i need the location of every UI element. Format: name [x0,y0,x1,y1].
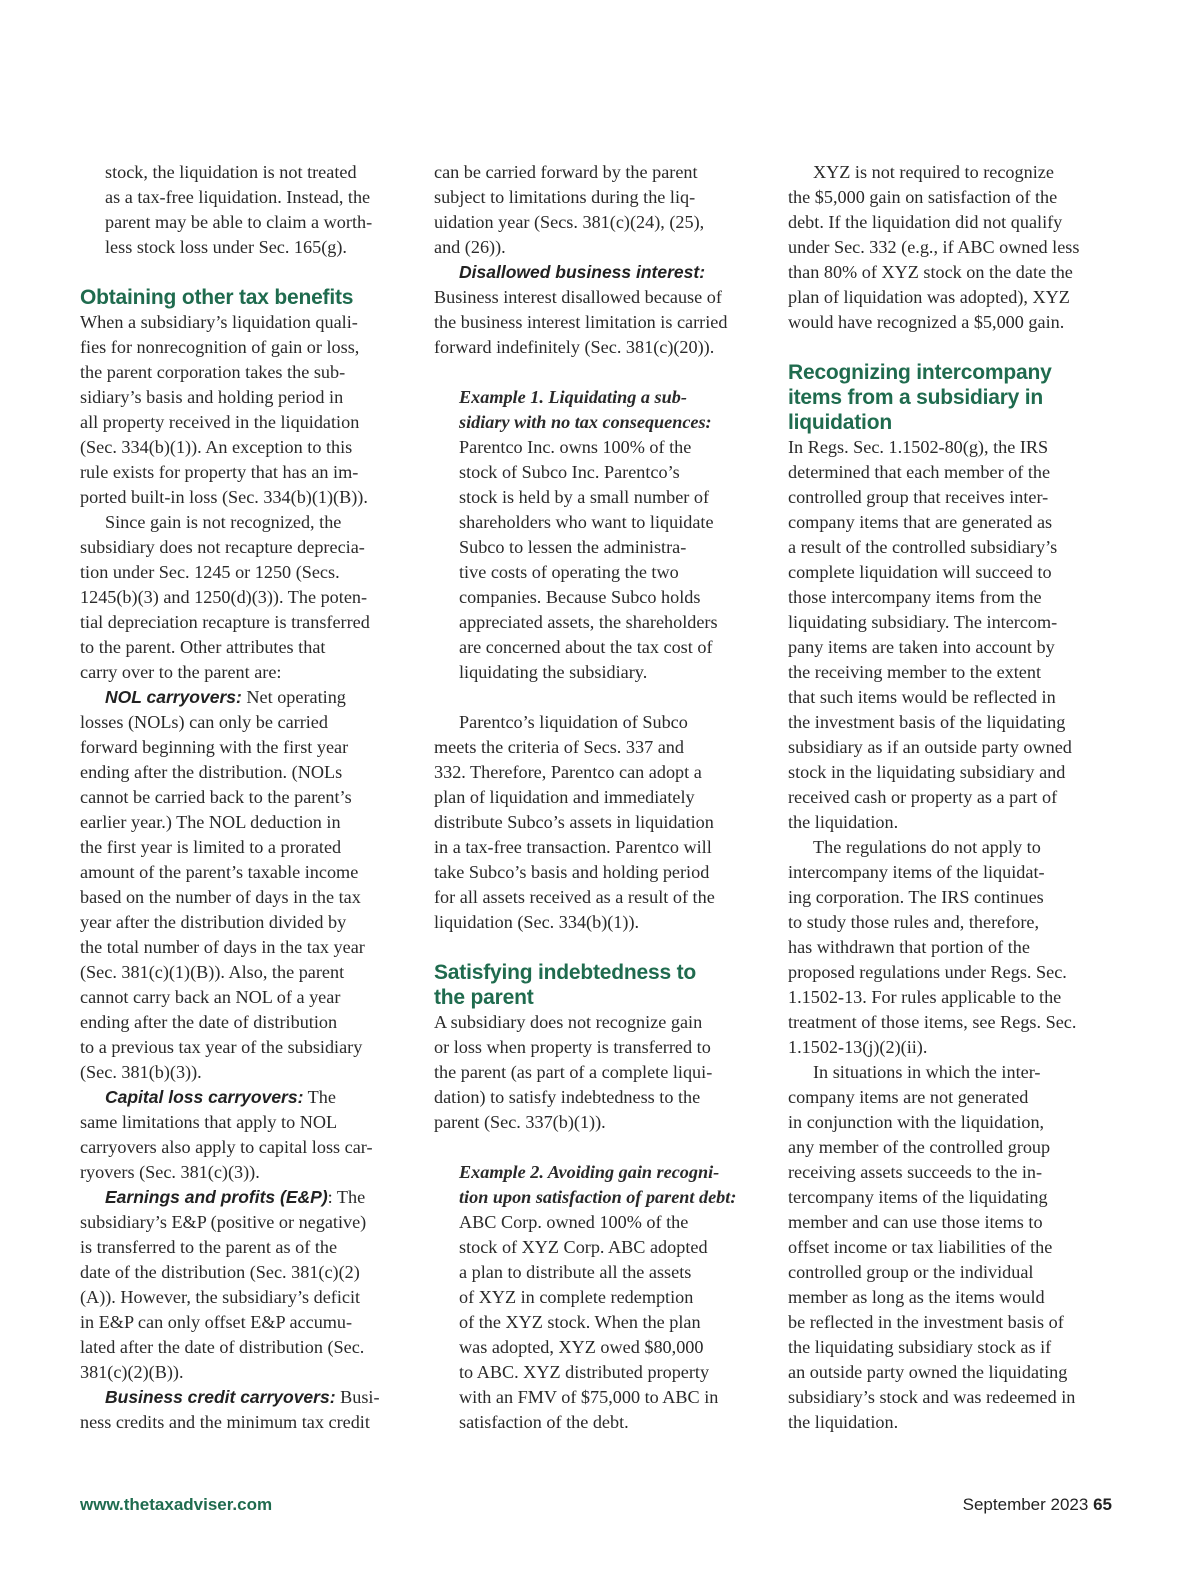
run-in-text: The [303,1087,336,1107]
text-line [434,260,759,285]
footer-website-link[interactable]: www.thetaxadviser.com [80,1495,273,1514]
text-line: an outside party owned the liquidating [788,1362,1068,1382]
text-line: carryovers also apply to capital loss car- [80,1137,373,1157]
text-line: plan of liquidation and immediately [434,787,695,807]
text-line: In Regs. Sec. 1.1502-80(g), the IRS [788,437,1049,457]
nol-carryovers-paragraph [80,685,405,1085]
text-line: or loss when property is transferred to [434,1037,711,1057]
text-line: are concerned about the tax cost of [459,637,713,657]
business-credit-paragraph [80,1385,405,1435]
text-line: uidation year (Secs. 381(c)(24), (25), [434,212,705,232]
text-line: subsidiary’s E&P (positive or negative) [80,1212,367,1232]
text-line: of the XYZ stock. When the plan [459,1312,701,1332]
text-line: stock of Subco Inc. Parentco’s [459,462,680,482]
text-line: 1.1502-13. For rules applicable to the [788,987,1062,1007]
example-title-line: tion upon satisfaction of parent debt: [459,1187,737,1207]
column-1 [80,160,405,1435]
paragraph [788,1060,1113,1435]
text-line [80,1085,405,1110]
text-line: a result of the controlled subsidiary’s [788,537,1058,557]
text-line: to study those rules and, therefore, [788,912,1040,932]
text-line: companies. Because Subco holds [459,587,701,607]
example-title-line: Example 2. Avoiding gain recogni- [459,1162,720,1182]
run-in-head: Earnings and profits (E&P) [105,1187,328,1207]
text-line: those intercompany items from the [788,587,1042,607]
issue-date: September 2023 [962,1495,1089,1514]
text-line: is transferred to the parent as of the [80,1237,338,1257]
run-in-text: : The [327,1187,366,1207]
text-line: company items are not generated [788,1087,1029,1107]
heading-line: Satisfying indebtedness to [434,961,697,984]
run-in-head: Disallowed business interest: [459,262,706,282]
text-line: losses (NOLs) can only be carried [80,712,328,732]
text-line: in conjunction with the liquidation, [788,1112,1045,1132]
example-1 [434,385,759,685]
text-line: forward beginning with the first year [80,737,349,757]
text-line: for all assets received as a result of the [434,887,715,907]
run-in-head: NOL carryovers: [105,687,242,707]
run-in-text: Net operating [241,687,346,707]
continuation-paragraph [434,160,759,260]
spacer [434,360,759,385]
text-line: stock of XYZ Corp. ABC adopted [459,1237,708,1257]
text-line: received cash or property as a part of [788,787,1058,807]
text-line: appreciated assets, the shareholders [459,612,718,632]
footer-issue-page [963,1495,1112,1515]
text-line: member as long as the items would [788,1287,1045,1307]
text-line: cannot be carried back to the parent’s [80,787,352,807]
text-line: Subco to lessen the administra- [459,537,687,557]
heading-line: Recognizing intercompany [788,361,1052,384]
run-in-head: Business credit carryovers: [105,1387,336,1407]
text-line: debt. If the liquidation did not qualify [788,212,1063,232]
spacer [434,1135,759,1160]
text-line: plan of liquidation was adopted), XYZ [788,287,1070,307]
text-line: parent may be able to claim a worth- [105,212,373,232]
example-title-line: sidiary with no tax consequences: [459,412,712,432]
text-line: parent (Sec. 337(b)(1)). [434,1112,606,1132]
text-line: shareholders who want to liquidate [459,512,714,532]
text-line: of XYZ in complete redemption [459,1287,694,1307]
text-line: the liquidation. [788,1412,899,1432]
text-line: cannot carry back an NOL of a year [80,987,341,1007]
text-line: the first year is limited to a prorated [80,837,342,857]
text-line: in E&P can only offset E&P accumu- [80,1312,353,1332]
text-line: the parent (as part of a complete liqui- [434,1062,713,1082]
example-2 [434,1160,759,1435]
text-line: subsidiary’s stock and was redeemed in [788,1387,1076,1407]
continuation-paragraph [788,160,1113,335]
text-line: to a previous tax year of the subsidiary [80,1037,363,1057]
page-number: 65 [1093,1495,1112,1514]
text-line: offset income or tax liabilities of the [788,1237,1053,1257]
text-line: forward indefinitely (Sec. 381(c)(20)). [434,337,715,357]
paragraph [788,435,1113,835]
text-line: (Sec. 334(b)(1)). An exception to this [80,437,353,457]
text-line: ending after the date of distribution [80,1012,338,1032]
text-line: the receiving member to the extent [788,662,1042,682]
text-line: and (26)). [434,237,506,257]
paragraph [434,710,759,935]
text-line: has withdrawn that portion of the [788,937,1030,957]
text-line: rule exists for property that has an im- [80,462,359,482]
text-line: under Sec. 332 (e.g., if ABC owned less [788,237,1080,257]
text-line: a plan to distribute all the assets [459,1262,692,1282]
section-heading-intercompany [788,360,1113,435]
text-line: the liquidation. [788,812,899,832]
run-in-head: Capital loss carryovers: [105,1087,304,1107]
text-line: Parentco’s liquidation of Subco [459,712,688,732]
text-line: When a subsidiary’s liquidation quali- [80,312,358,332]
text-line: than 80% of XYZ stock on the date the [788,262,1073,282]
run-in-text: Busi- [335,1387,380,1407]
text-line: ported built-in loss (Sec. 334(b)(1)(B)). [80,487,368,507]
text-line: Parentco Inc. owns 100% of the [459,437,692,457]
spacer [80,260,405,285]
text-line: with an FMV of $75,000 to ABC in [459,1387,719,1407]
text-line: tercompany items of the liquidating [788,1187,1048,1207]
text-line: was adopted, XYZ owed $80,000 [459,1337,704,1357]
text-line: amount of the parent’s taxable income [80,862,359,882]
text-line: take Subco’s basis and holding period [434,862,710,882]
text-line: to the parent. Other attributes that [80,637,326,657]
text-line: date of the distribution (Sec. 381(c)(2) [80,1262,360,1282]
text-line [80,1185,405,1210]
text-line: (A)). However, the subsidiary’s deficit [80,1287,361,1307]
text-line: distribute Subco’s assets in liquidation [434,812,714,832]
text-line: stock is held by a small number of [459,487,710,507]
text-line: 332. Therefore, Parentco can adopt a [434,762,702,782]
text-line: subject to limitations during the liq- [434,187,696,207]
text-line: 1245(b)(3) and 1250(d)(3)). The poten- [80,587,368,607]
text-line: (Sec. 381(b)(3)). [80,1062,202,1082]
column-2 [434,160,759,1435]
paragraph [788,835,1113,1060]
text-line: complete liquidation will succeed to [788,562,1052,582]
text-line: dation) to satisfy indebtedness to the [434,1087,701,1107]
text-line: tion under Sec. 1245 or 1250 (Secs. [80,562,340,582]
text-line: in a tax-free transaction. Parentco will [434,837,712,857]
text-line: any member of the controlled group [788,1137,1051,1157]
text-line: less stock loss under Sec. 165(g). [105,237,347,257]
spacer [788,335,1113,360]
text-line: ryovers (Sec. 381(c)(3)). [80,1162,260,1182]
text-line: the total number of days in the tax year [80,937,365,957]
paragraph [434,1010,759,1135]
text-line: intercompany items of the liquidat- [788,862,1045,882]
text-line: liquidating subsidiary. The intercom- [788,612,1058,632]
text-line: receiving assets succeeds to the in- [788,1162,1043,1182]
text-line: all property received in the liquidation [80,412,360,432]
text-line: Since gain is not recognized, the [105,512,342,532]
text-line: 1.1502-13(j)(2)(ii). [788,1037,928,1057]
text-line: would have recognized a $5,000 gain. [788,312,1065,332]
column-3 [788,160,1113,1435]
text-line: the $5,000 gain on satisfaction of the [788,187,1058,207]
text-line: the business interest limitation is carried [434,312,728,332]
section-heading-other-benefits: Obtaining other tax benefits [80,286,354,309]
text-line: liquidating the subsidiary. [459,662,648,682]
text-line [80,1385,405,1410]
text-line: pany items are taken into account by [788,637,1055,657]
text-line: controlled group that receives inter- [788,487,1049,507]
text-line: Business interest disallowed because of [434,287,722,307]
text-line: company items that are generated as [788,512,1053,532]
text-line: carry over to the parent are: [80,662,282,682]
text-line: be reflected in the investment basis of [788,1312,1064,1332]
text-line: In situations in which the inter- [813,1062,1041,1082]
text-line: stock, the liquidation is not treated [105,162,357,182]
text-line: can be carried forward by the parent [434,162,698,182]
text-line: tial depreciation recapture is transferred [80,612,370,632]
text-line: based on the number of days in the tax [80,887,361,907]
text-line: ing corporation. The IRS continues [788,887,1044,907]
text-line: fies for nonrecognition of gain or loss, [80,337,360,357]
text-line: proposed regulations under Regs. Sec. [788,962,1067,982]
heading-line: items from a subsidiary in [788,386,1044,409]
text-line: controlled group or the individual [788,1262,1034,1282]
text-line: lated after the date of distribution (Sec. [80,1337,365,1357]
paragraph [80,510,405,685]
section-heading-indebtedness [434,960,759,1010]
text-line: the parent corporation takes the sub- [80,362,346,382]
earnings-profits-paragraph [80,1185,405,1385]
heading-line: the parent [434,986,534,1009]
text-line: sidiary’s basis and holding period in [80,387,344,407]
text-line: as a tax-free liquidation. Instead, the [105,187,371,207]
text-line: treatment of those items, see Regs. Sec. [788,1012,1077,1032]
text-line [80,685,405,710]
spacer [434,935,759,960]
continuation-paragraph [80,160,405,260]
text-line: XYZ is not required to recognize [813,162,1054,182]
text-line: the investment basis of the liquidating [788,712,1066,732]
text-line: determined that each member of the [788,462,1051,482]
capital-loss-paragraph [80,1085,405,1185]
text-line: ABC Corp. owned 100% of the [459,1212,689,1232]
text-line: to ABC. XYZ distributed property [459,1362,710,1382]
text-line: (Sec. 381(c)(1)(B)). Also, the parent [80,962,345,982]
text-line: the liquidating subsidiary stock as if [788,1337,1052,1357]
text-line: The regulations do not apply to [813,837,1041,857]
paragraph [80,310,405,510]
text-line: meets the criteria of Secs. 337 and [434,737,684,757]
text-line: satisfaction of the debt. [459,1412,629,1432]
text-line: ending after the distribution. (NOLs [80,762,343,782]
text-line: liquidation (Sec. 334(b)(1)). [434,912,640,932]
text-line: same limitations that apply to NOL [80,1112,338,1132]
text-line: stock in the liquidating subsidiary and [788,762,1066,782]
spacer [434,685,759,710]
text-line: A subsidiary does not recognize gain [434,1012,703,1032]
text-line: that such items would be reflected in [788,687,1056,707]
disallowed-interest-paragraph [434,260,759,360]
text-line: earlier year.) The NOL deduction in [80,812,341,832]
heading-line: liquidation [788,411,892,434]
text-line: member and can use those items to [788,1212,1043,1232]
example-title-line: Example 1. Liquidating a sub- [459,387,687,407]
text-line: subsidiary does not recapture deprecia- [80,537,365,557]
text-line: tive costs of operating the two [459,562,679,582]
text-line: year after the distribution divided by [80,912,347,932]
text-line: ness credits and the minimum tax credit [80,1412,370,1432]
text-line: 381(c)(2)(B)). [80,1362,184,1382]
text-line: subsidiary as if an outside party owned [788,737,1072,757]
